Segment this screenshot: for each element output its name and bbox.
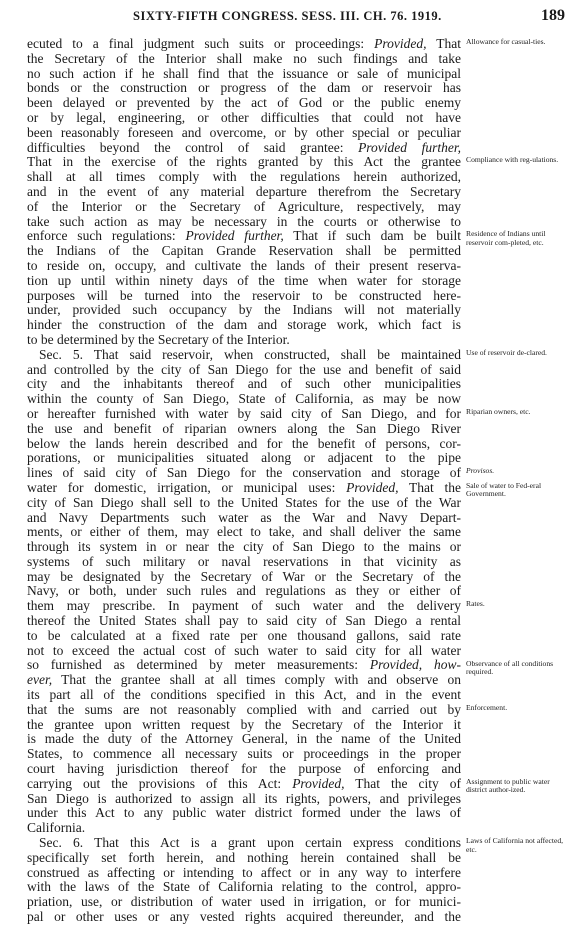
text-line: to be calculated at a fixed rate per one thousand gallons, said rate xyxy=(27,628,461,643)
text-line: of the Interior or the Secretary of Agriculture, respectively, may xyxy=(27,199,461,214)
text-line: been reasonably foreseen and overcome, or by other special or peculiar xyxy=(27,125,461,140)
statute-body xyxy=(27,37,461,925)
text-line: the Indians of the Capitan Grande Reservation shall be permitted xyxy=(27,244,461,259)
text-line: that the sums are not reasonably complied with and carried out by xyxy=(27,702,461,717)
note-enforcement: Enforcement. xyxy=(466,703,508,712)
note-riparian: Riparian owners, etc. xyxy=(466,407,531,416)
text-line: and Navy Departments such water as the War and Navy Depart- xyxy=(27,510,461,525)
text-line: ments, or either of them, may elect to take, and shall deliver the same xyxy=(27,525,461,540)
text-line: to be determined by the Secretary of the Interior. xyxy=(27,332,290,347)
text-line: pal or other uses or any vested rights acquired thereunder, and the xyxy=(27,910,461,925)
text-line: tion up until within ninety days of the time when water for storage xyxy=(27,273,461,288)
text-line: That in the exercise of the rights granted by this Act the grantee xyxy=(27,155,461,170)
text-line: porations, or municipalities situated along or adjacent to the pipe xyxy=(27,451,461,466)
text-line: lines of said city of San Diego for the conservation and storage of xyxy=(27,466,461,481)
text-line: take such action as may be necessary in the courts or otherwise to xyxy=(27,214,461,229)
text-line: carrying out the provisions of this Act: Provided, That the city of xyxy=(27,776,461,791)
text-line: through its system in or near the city of San Diego to the mains or xyxy=(27,540,461,555)
text-line: under, provided such occupancy by the Indians will not materially xyxy=(27,303,461,318)
text-line: Navy, or both, under such rules and regulations as they or either of xyxy=(27,584,461,599)
note-rates: Rates. xyxy=(466,599,485,609)
note-compliance: Compliance with reg-ulations. xyxy=(466,155,559,165)
text-line: court having jurisdiction thereof for the purpose of enforcing and xyxy=(27,762,461,777)
note-allowance: Allowance for casual-ties. xyxy=(466,37,546,46)
text-line: bonds or the construction or progress of the dam or reservoir has xyxy=(27,81,461,96)
text-line: and in the event of any material departure therefrom the Secretary xyxy=(27,184,461,199)
text-line: ecuted to a final judgment such suits or proceedings: Provided, That xyxy=(27,37,461,51)
text-line: so furnished as determined by meter measurements: Provided, how- xyxy=(27,658,461,673)
text-line: to reside on, occupy, and cultivate the lands of their present reserva- xyxy=(27,258,461,273)
text-line: below the lands herein described and for the benefit of persons, cor- xyxy=(27,436,461,451)
text-line: or by legal, engineering, or other difficulties that could not have xyxy=(27,110,461,125)
text-line: Sec. 5. That said reservoir, when constructed, shall be maintained xyxy=(39,347,461,362)
note-sale: Sale of water to Fed-eral Government. xyxy=(466,481,542,499)
text-line: within the county of San Diego, State of California, as may be now xyxy=(27,392,461,407)
note-residence: Residence of Indians until reservoir com-pleted, etc. xyxy=(466,229,546,247)
text-line: specifically set forth herein, and nothing herein contained shall be xyxy=(27,850,461,865)
text-line: purposes will be turned into the reservoir to be constructed here- xyxy=(27,288,461,303)
text-line: ever, That the grantee shall at all times comply with and observe on xyxy=(27,673,461,688)
text-line: and controlled by the city of San Diego for the use and benefit of said xyxy=(27,362,461,377)
text-line: the grantee upon written request by the Secretary of the Interior it xyxy=(27,717,461,732)
text-line: or hereafter furnished with water by said city of San Diego, and for xyxy=(27,406,461,421)
text-line: Sec. 6. That this Act is a grant upon certain express conditions xyxy=(39,836,461,851)
text-line: under this Act to any public water district formed under the laws of xyxy=(27,806,461,821)
text-line: been delayed or prevented by the act of God or the public enemy xyxy=(27,96,461,111)
note-use: Use of reservoir de-clared. xyxy=(466,347,547,357)
text-line: California. xyxy=(27,821,86,836)
text-line: no such action if he shall find that the issuance or sale of municipal xyxy=(27,66,461,81)
text-line: priation, use, or distribution of water used in irrigation, or for munici- xyxy=(27,895,461,910)
text-line: difficulties beyond the control of said grantee: Provided further, xyxy=(27,140,461,155)
text-line: States, to commence all necessary suits or proceedings in the proper xyxy=(27,747,461,762)
text-line: city and the inhabitants thereof and of such other municipalities xyxy=(27,377,461,392)
text-line: shall at all times comply with the regulations herein authorized, xyxy=(27,170,461,185)
text-line: hinder the construction of the dam and storage work, which fact is xyxy=(27,318,461,333)
note-provisos: Provisos. xyxy=(466,466,495,476)
text-line: with the laws of the State of California relating to the control, appro- xyxy=(27,880,461,895)
text-line: them may prescribe. In payment of such water and the delivery xyxy=(27,599,461,614)
running-header xyxy=(0,7,578,29)
text-line: systems of such military or naval reservations in that vicinity as xyxy=(27,554,461,569)
text-line: thereof the United States shall pay to said city of San Diego a rental xyxy=(27,614,461,629)
page-number: 189 xyxy=(541,7,565,24)
note-assignment: Assignment to public water district author-ized. xyxy=(466,777,550,795)
text-line: the use and benefit of riparian owners along the San Diego River xyxy=(27,421,461,436)
text-line: is made the duty of the Attorney General, in the name of the United xyxy=(27,732,461,747)
text-line: its part all of the conditions specified in this Act, and in the event xyxy=(27,688,461,703)
text-line: water for domestic, irrigation, or municipal uses: Provided, That the xyxy=(27,480,461,495)
text-line: San Diego is authorized to assign all its rights, powers, and privileges xyxy=(27,791,461,806)
text-line: construed as affecting or intending to affect or in any way to interfere xyxy=(27,865,461,880)
note-laws: Laws of California not affected, etc. xyxy=(466,836,564,854)
text-line: the Secretary of the Interior shall make no such findings and take xyxy=(27,51,461,66)
text-line: not to exceed the actual cost of such water to said city for all water xyxy=(27,643,461,658)
running-head: SIXTY-FIFTH CONGRESS. SESS. III. CH. 76. 1919. xyxy=(133,9,442,23)
text-line: enforce such regulations: Provided further, That if such dam be built xyxy=(27,229,461,244)
text-line: city of San Diego shall sell to the United States for the use of the War xyxy=(27,495,461,510)
text-line: may be designated by the Secretary of War or the Secretary of the xyxy=(27,569,461,584)
note-observance: Observance of all conditions required. xyxy=(466,658,554,676)
